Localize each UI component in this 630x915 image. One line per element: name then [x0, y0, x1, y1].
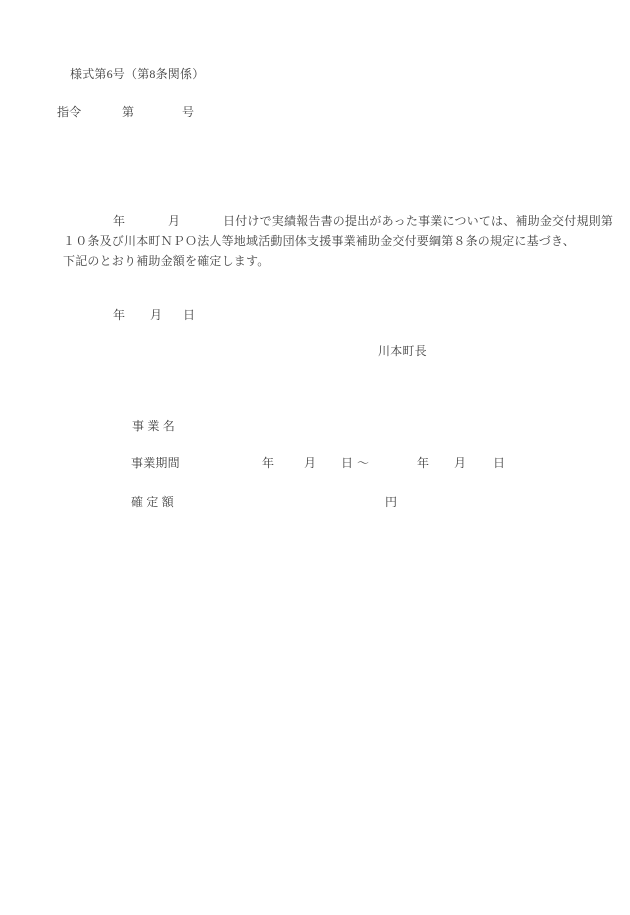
form-number-label: 様式第6号（第8条関係）: [70, 67, 205, 81]
period-range-tilde: ～: [357, 456, 370, 470]
body-line1-text: 日付けで実績報告書の提出があった事業については、補助金交付規則第: [223, 214, 614, 228]
project-name-label: 事 業 名: [132, 419, 176, 433]
period-start-day-blank: 日: [341, 456, 354, 470]
issue-date-year-blank: 年: [113, 308, 126, 322]
period-start-year-blank: 年: [262, 456, 275, 470]
yen-unit-label: 円: [385, 495, 398, 509]
period-start-month-blank: 月: [304, 456, 317, 470]
period-end-day-blank: 日: [493, 456, 506, 470]
directive-number-suffix: 号: [182, 105, 195, 119]
confirmed-amount-label: 確 定 額: [131, 495, 175, 509]
period-end-year-blank: 年: [417, 456, 430, 470]
issue-date-month-blank: 月: [150, 308, 163, 322]
body-line3-text: 下記のとおり補助金額を確定します。: [63, 254, 270, 268]
project-period-label: 事業期間: [131, 456, 180, 470]
directive-word: 指令: [57, 105, 82, 119]
mayor-signature-title: 川本町長: [378, 344, 427, 358]
body-line1-month-blank: 月: [168, 214, 181, 228]
body-line2-text: １０条及び川本町ＮＰＯ法人等地域活動団体支援事業補助金交付要綱第８条の規定に基づき、: [63, 234, 575, 248]
directive-number-prefix: 第: [122, 105, 135, 119]
period-end-month-blank: 月: [454, 456, 467, 470]
body-line1-year-blank: 年: [113, 214, 126, 228]
issue-date-day-blank: 日: [183, 308, 196, 322]
